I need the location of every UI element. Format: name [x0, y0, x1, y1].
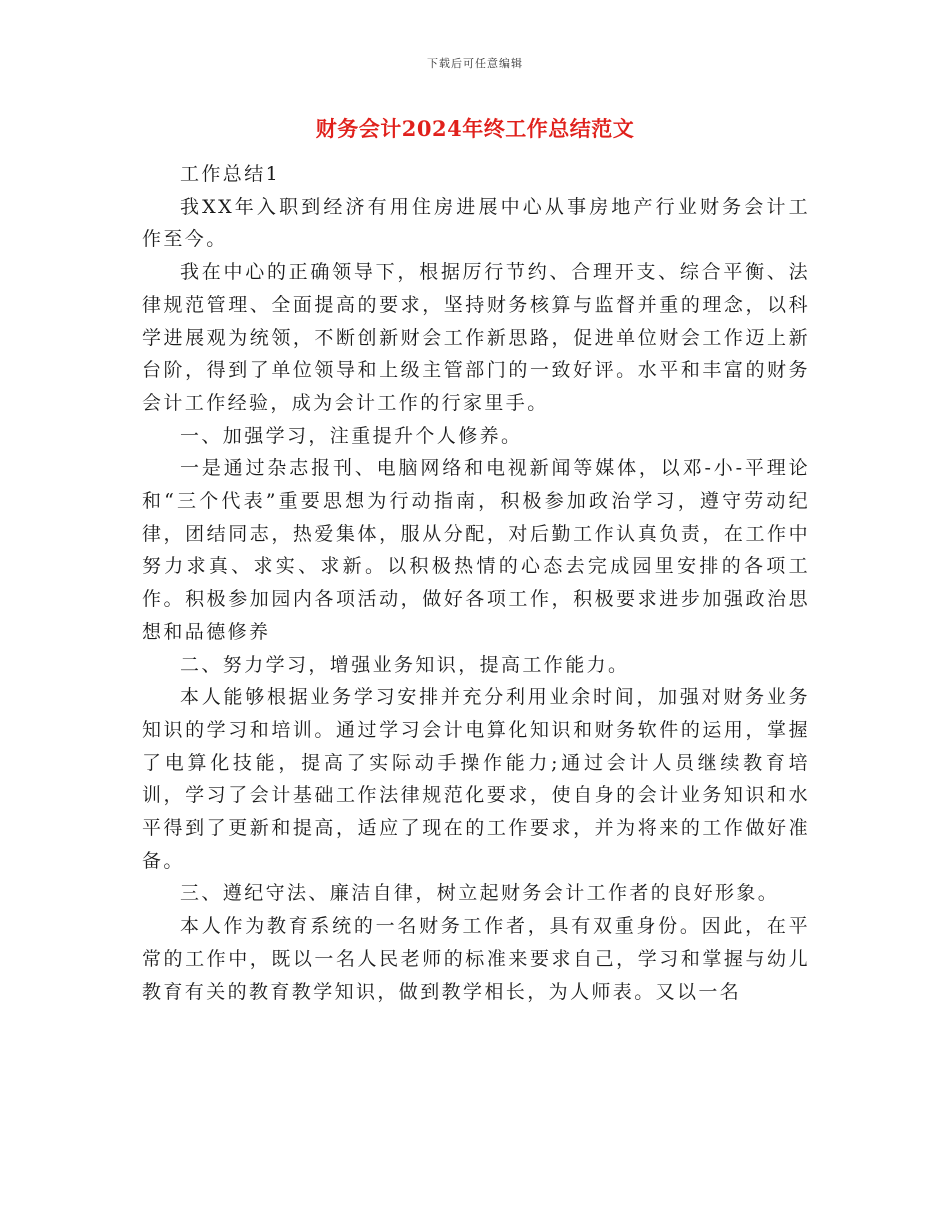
paragraph: 本人作为教育系统的一名财务工作者，具有双重身份。因此，在平常的工作中，既以一名人民老师的标准来要求自己，学习和掌握与幼儿教育有关的教育教学知识，做到教学相长，为人师表。又以一名: [142, 915, 810, 1003]
paragraph: 一是通过杂志报刊、电脑网络和电视新闻等媒体，以邓-小-平理论和“三个代表”重要思想为行动指南，积极参加政治学习，遵守劳动纪律，团结同志，热爱集体，服从分配，对后勤工作认真负责，在工作中努力求真、求实、求新。以积极热情的心态去完成园里安排的各项工作。积极参加园内各项活动，做好各项工作，积极要求进步加强政治思想和品德修养: [142, 457, 810, 643]
paragraph: 工作总结1: [180, 163, 281, 185]
document-body: [142, 158, 810, 1008]
paragraph: 本人能够根据业务学习安排并充分利用业余时间，加强对财务业务知识的学习和培训。通过学习会计电算化知识和财务软件的运用，掌握了电算化技能，提高了实际动手操作能力;通过会计人员继续教育培训，学习了会计基础工作法律规范化要求，使自身的会计业务知识和水平得到了更新和提高，适应了现在的工作要求，并为将来的工作做好准备。: [142, 686, 810, 872]
section-heading: 二、努力学习，增强业务知识，提高工作能力。: [180, 653, 630, 676]
section-heading: 三、遵纪守法、廉洁自律，树立起财务会计工作者的良好形象。: [180, 882, 780, 905]
document-title: 财务会计2024年终工作总结范文: [315, 116, 635, 141]
paragraph: 我在中心的正确领导下，根据厉行节约、合理开支、综合平衡、法律规范管理、全面提高的要求，坚持财务核算与监督并重的理念，以科学进展观为统领，不断创新财会工作新思路，促进单位财会工作迈上新台阶，得到了单位领导和上级主管部门的一致好评。水平和丰富的财务会计工作经验，成为会计工作的行家里手。: [142, 261, 810, 414]
section-heading: 一、加强学习，注重提升个人修养。: [180, 424, 523, 447]
header-note: 下载后可任意编辑: [427, 57, 523, 70]
paragraph: 我XX年入职到经济有用住房进展中心从事房地产行业财务会计工作至今。: [142, 195, 810, 251]
